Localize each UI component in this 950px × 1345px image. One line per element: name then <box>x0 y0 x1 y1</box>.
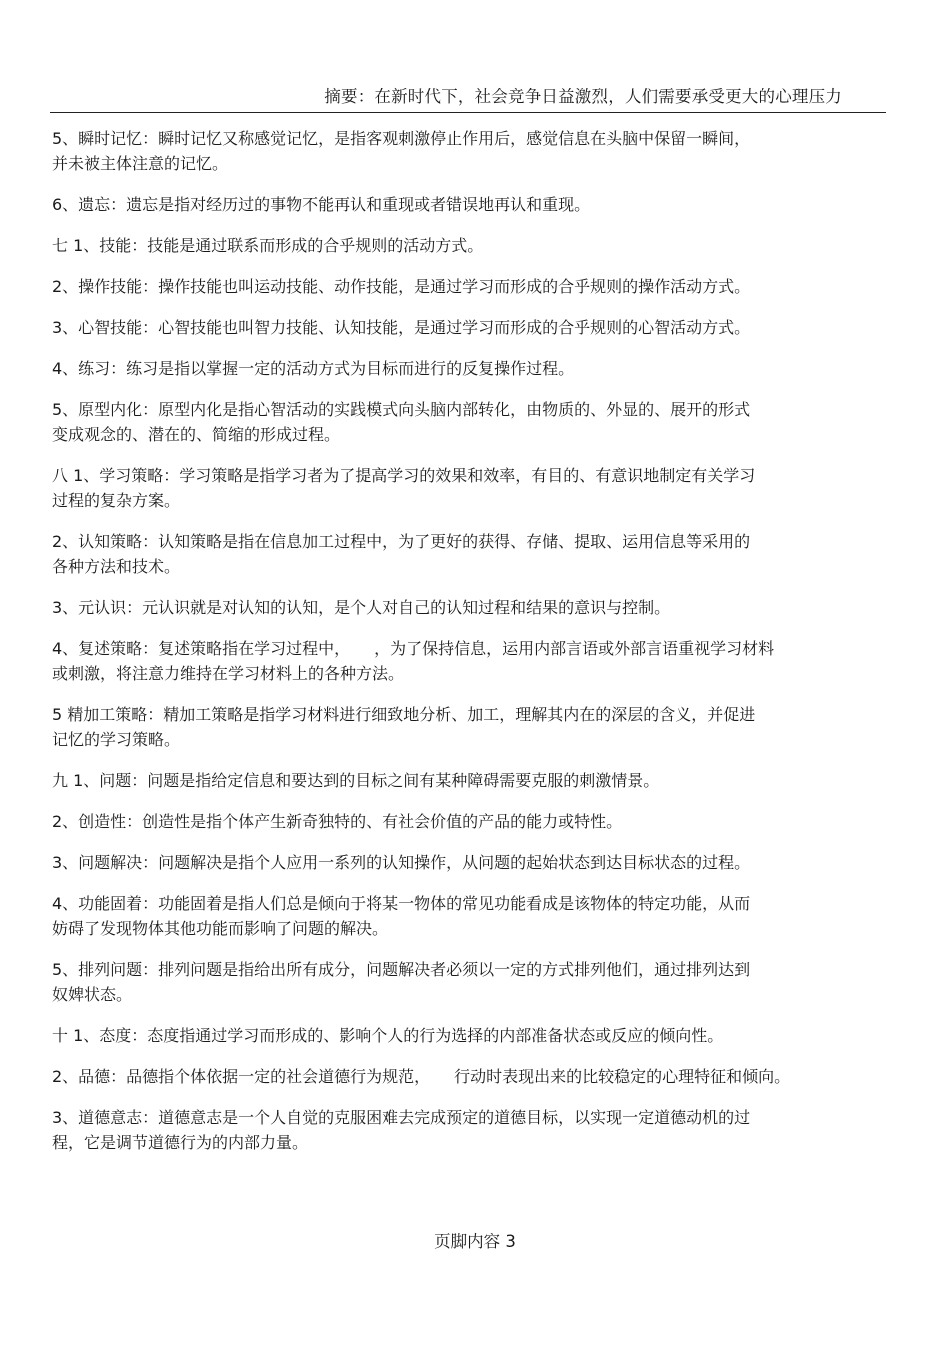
paragraph-line: 变成观念的、潜在的、简缩的形成过程。 <box>52 425 341 444</box>
paragraph <box>52 274 872 299</box>
paragraph <box>52 233 872 258</box>
paragraph <box>52 356 872 381</box>
paragraph-line: 5、瞬时记忆：瞬时记忆又称感觉记忆，是指客观刺激停止作用后，感觉信息在头脑中保留一瞬间， <box>52 129 751 148</box>
page-header <box>50 86 886 113</box>
paragraph <box>52 891 872 941</box>
paragraph-line: 6、遗忘：遗忘是指对经历过的事物不能再认和重现或者错误地再认和重现。 <box>52 195 591 214</box>
paragraph <box>52 192 872 217</box>
paragraph-line: 3、心智技能：心智技能也叫智力技能、认知技能，是通过学习而形成的合乎规则的心智活动方式。 <box>52 318 751 337</box>
paragraph <box>52 397 872 447</box>
paragraph-line: 记忆的学习策略。 <box>52 730 181 749</box>
paragraph <box>52 463 872 513</box>
paragraph-line: 5、原型内化：原型内化是指心智活动的实践模式向头脑内部转化，由物质的、外显的、展开的形式 <box>52 400 751 419</box>
paragraph-line: 5 精加工策略：精加工策略是指学习材料进行细致地分析、加工，理解其内在的深层的含义，并促进 <box>52 705 756 724</box>
paragraph-line: 2、操作技能：操作技能也叫运动技能、动作技能，是通过学习而形成的合乎规则的操作活动方式。 <box>52 277 751 296</box>
paragraph <box>52 315 872 340</box>
paragraph-line: 奴婢状态。 <box>52 985 133 1004</box>
paragraph-line: 并未被主体注意的记忆。 <box>52 154 229 173</box>
paragraph-line: 各种方法和技术。 <box>52 557 181 576</box>
document-body <box>52 126 872 1171</box>
paragraph-line: 九 1、问题：问题是指给定信息和要达到的目标之间有某种障碍需要克服的刺激情景。 <box>52 771 660 790</box>
header-abstract-text: 摘要：在新时代下，社会竞争日益激烈，人们需要承受更大的心理压力 <box>324 87 842 106</box>
paragraph-line: 4、功能固着：功能固着是指人们总是倾向于将某一物体的常见功能看成是该物体的特定功能，从而 <box>52 894 751 913</box>
paragraph <box>52 1023 872 1048</box>
paragraph <box>52 957 872 1007</box>
paragraph <box>52 768 872 793</box>
paragraph <box>52 809 872 834</box>
paragraph-line: 3、道德意志：道德意志是一个人自觉的克服困难去完成预定的道德目标，以实现一定道德动机的过 <box>52 1108 751 1127</box>
paragraph-line: 过程的复杂方案。 <box>52 491 181 510</box>
paragraph-line: 2、创造性：创造性是指个体产生新奇独特的、有社会价值的产品的能力或特性。 <box>52 812 623 831</box>
paragraph-line: 七 1、技能：技能是通过联系而形成的合乎规则的活动方式。 <box>52 236 484 255</box>
paragraph-line: 十 1、态度：态度指通过学习而形成的、影响个人的行为选择的内部准备状态或反应的倾向性。 <box>52 1026 724 1045</box>
paragraph-line: 4、练习：练习是指以掌握一定的活动方式为目标而进行的反复操作过程。 <box>52 359 575 378</box>
paragraph <box>52 595 872 620</box>
paragraph-line: 2、品德：品德指个体依据一定的社会道德行为规范， 行动时表现出来的比较稳定的心理特征和倾向。 <box>52 1067 791 1086</box>
page-footer: 页脚内容 3 <box>434 1232 516 1251</box>
paragraph <box>52 529 872 579</box>
paragraph-line: 5、排列问题：排列问题是指给出所有成分，问题解决者必须以一定的方式排列他们，通过排列达到 <box>52 960 751 979</box>
paragraph-line: 4、复述策略：复述策略指在学习过程中， ，为了保持信息，运用内部言语或外部言语重视学习材料 <box>52 639 775 658</box>
paragraph-line: 2、认知策略：认知策略是指在信息加工过程中，为了更好的获得、存储、提取、运用信息等采用的 <box>52 532 751 551</box>
paragraph-line: 妨碍了发现物体其他功能而影响了问题的解决。 <box>52 919 389 938</box>
paragraph-line: 程，它是调节道德行为的内部力量。 <box>52 1133 309 1152</box>
paragraph <box>52 702 872 752</box>
paragraph <box>52 636 872 686</box>
paragraph <box>52 1064 872 1089</box>
paragraph <box>52 126 872 176</box>
paragraph <box>52 850 872 875</box>
paragraph-line: 3、元认识：元认识就是对认知的认知，是个人对自己的认知过程和结果的意识与控制。 <box>52 598 671 617</box>
paragraph <box>52 1105 872 1155</box>
paragraph-line: 八 1、学习策略：学习策略是指学习者为了提高学习的效果和效率，有目的、有意识地制定有关学习 <box>52 466 756 485</box>
paragraph-line: 3、问题解决：问题解决是指个人应用一系列的认知操作，从问题的起始状态到达目标状态的过程。 <box>52 853 751 872</box>
paragraph-line: 或刺激，将注意力维持在学习材料上的各种方法。 <box>52 664 405 683</box>
